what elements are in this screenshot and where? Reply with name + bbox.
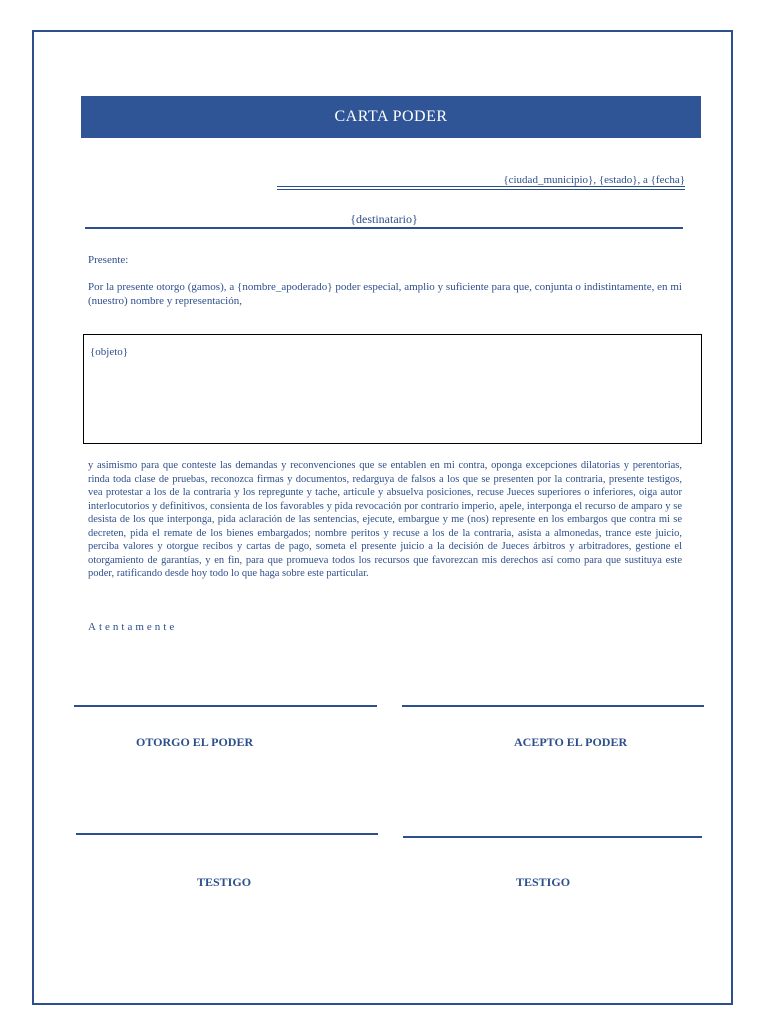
witness-right-signature-line xyxy=(403,836,702,838)
witness-left-label: TESTIGO xyxy=(197,875,252,889)
place-date-field: {ciudad_municipio}, {estado}, a {fecha} xyxy=(503,174,685,186)
recipient-field: {destinatario} xyxy=(350,212,418,226)
object-placeholder: {objeto} xyxy=(90,346,129,358)
body-paragraph: y asimismo para que conteste las demandas y reconvenciones que se entablen en mi contra, oponga excepciones dilatorias y perentorias, rinda toda clase de pruebas, reconozca firmas y documentos, redarguya de falsos a los que se presenten por la contraria, presente testigos, vea protestar a los de la contraria y los repregunte y tache, articule y absuelva posiciones, recuse Jueces superiores o inferiores, oiga autor interlocutorios y definitivos, consienta de los favorables y pida revocación por contrario imperio, apele, interponga el recurso de amparo y se desista de los que interponga, pida aclaración de las sentencias, ejecute, embargue y me (nos) represente en los embargos que contra mi se decreten, pida el remate de los bienes embargados; nombre peritos y recuse a los de la contraria, asista a almonedas, trance este juicio, perciba valores y otorgue recibos y cartas de pago, someta el presente juicio a la decisión de Jueces árbitros y arbitradores, gestione el otorgamiento de garantías, y en fin, para que promueva todos los recursos que favorezcan mis derechos así como para que sustituya este poder, ratificando desde hoy todo lo que haga sobre este particular. xyxy=(88,460,682,579)
closing: Atentamente xyxy=(88,621,178,633)
object-box xyxy=(83,334,702,444)
grantor-label: OTORGO EL PODER xyxy=(136,735,254,749)
place-date-underline xyxy=(277,186,685,187)
acceptor-signature-line xyxy=(402,705,704,707)
document-title: CARTA PODER xyxy=(334,108,448,125)
title-banner xyxy=(81,96,701,138)
greeting: Presente: xyxy=(88,254,129,266)
place-date-underline-double xyxy=(277,189,685,190)
recipient-underline xyxy=(85,227,683,229)
intro-paragraph: Por la presente otorgo (gamos), a {nombre_apoderado} poder especial, amplio y suficiente para que, conjunta o indistintamente, en mi (nuestro) nombre y representación, xyxy=(88,281,682,307)
grantor-signature-line xyxy=(74,705,377,707)
witness-right-label: TESTIGO xyxy=(516,875,571,889)
acceptor-label: ACEPTO EL PODER xyxy=(514,735,628,749)
witness-left-signature-line xyxy=(76,833,378,835)
